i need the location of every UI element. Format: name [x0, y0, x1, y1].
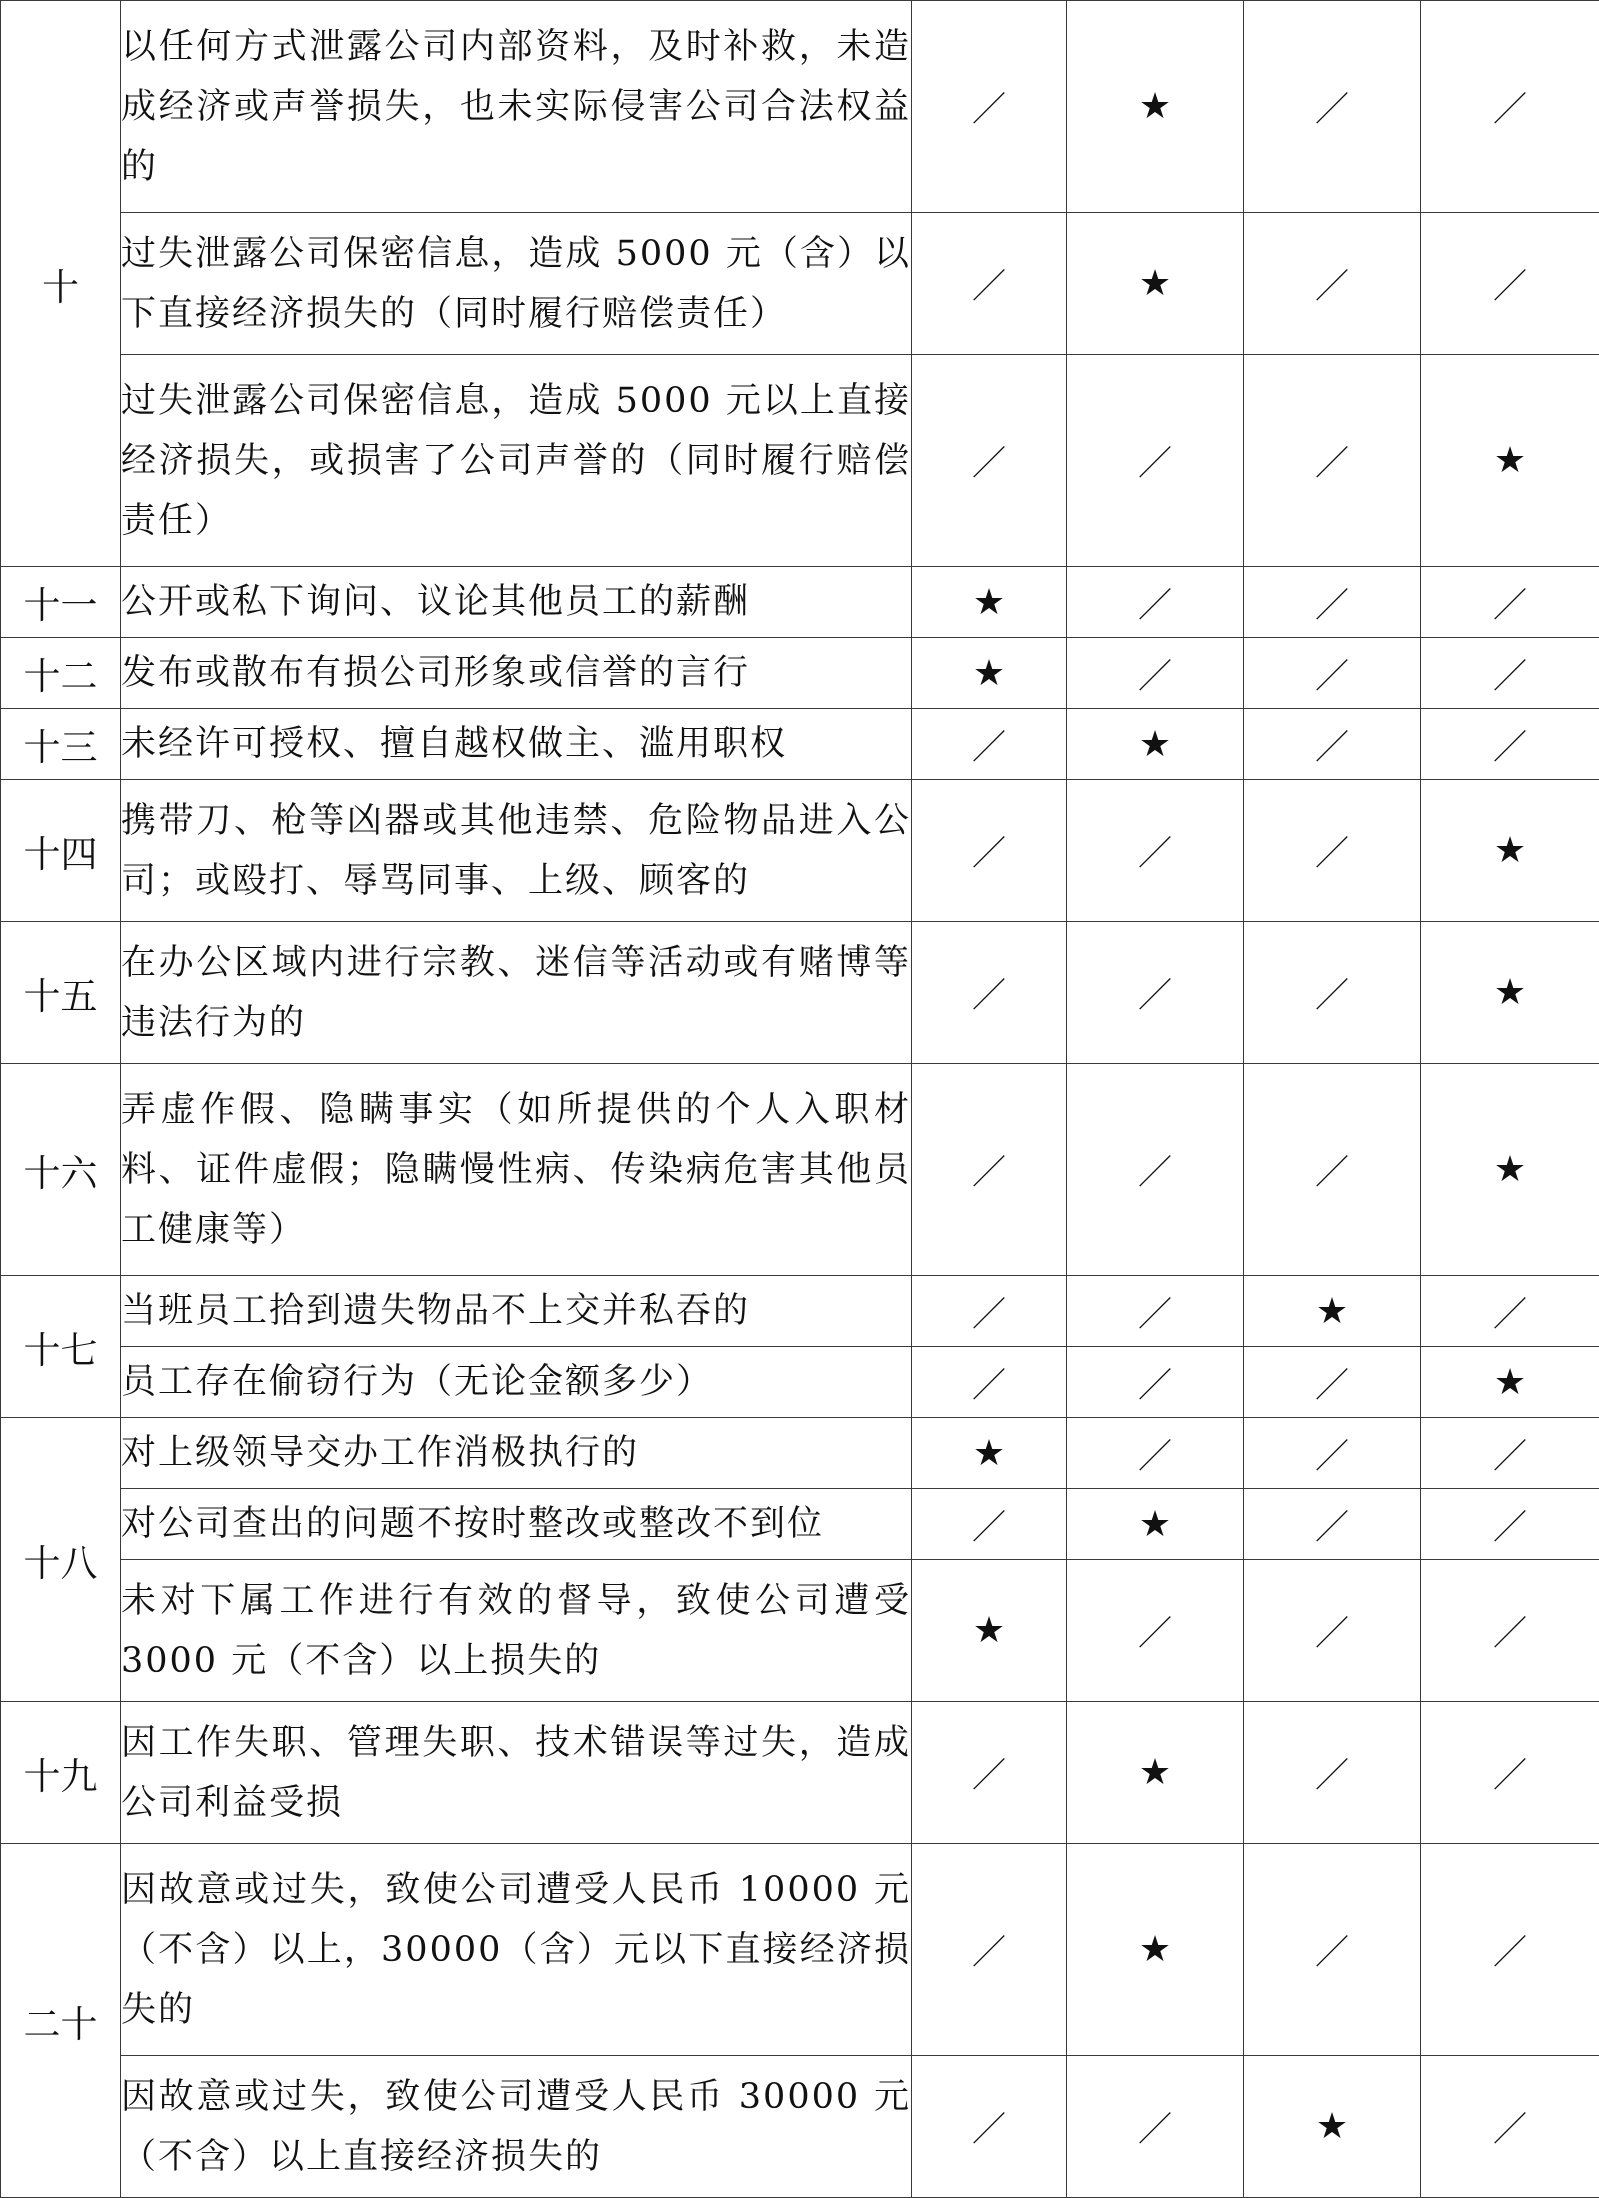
table-row — [1, 1702, 1599, 1844]
item-number: 十五 — [1, 922, 121, 1064]
item-number: 十四 — [1, 780, 121, 922]
table-row — [1, 213, 1599, 355]
level-1-mark: ／ — [912, 780, 1067, 922]
level-2-mark: ★ — [1067, 1844, 1244, 2056]
level-3-mark: ／ — [1244, 780, 1421, 922]
level-3-mark: ／ — [1244, 1489, 1421, 1560]
level-2-mark: ／ — [1067, 1347, 1244, 1418]
item-number: 十二 — [1, 638, 121, 709]
table-row — [1, 1418, 1599, 1489]
table-row — [1, 638, 1599, 709]
table-row — [1, 1347, 1599, 1418]
item-description: 因工作失职、管理失职、技术错误等过失，造成公司利益受损 — [121, 1702, 912, 1844]
item-description: 公开或私下询问、议论其他员工的薪酬 — [121, 567, 912, 638]
level-3-mark: ／ — [1244, 567, 1421, 638]
level-1-mark: ／ — [912, 213, 1067, 355]
item-description: 以任何方式泄露公司内部资料，及时补救，未造成经济或声誉损失，也未实际侵害公司合法权益的 — [121, 1, 912, 213]
table-row — [1, 1064, 1599, 1276]
item-description: 员工存在偷窃行为（无论金额多少） — [121, 1347, 912, 1418]
level-1-mark: ／ — [912, 355, 1067, 567]
table-row — [1, 709, 1599, 780]
table-row — [1, 1276, 1599, 1347]
level-3-mark: ★ — [1244, 2056, 1421, 2198]
level-2-mark: ★ — [1067, 1489, 1244, 1560]
level-3-mark: ／ — [1244, 1844, 1421, 2056]
level-4-mark: ／ — [1421, 2056, 1599, 2198]
table-row — [1, 1, 1599, 213]
item-description: 在办公区域内进行宗教、迷信等活动或有赌博等违法行为的 — [121, 922, 912, 1064]
level-4-mark: ／ — [1421, 1, 1599, 213]
level-3-mark: ／ — [1244, 213, 1421, 355]
item-number: 十九 — [1, 1702, 121, 1844]
table-row — [1, 2056, 1599, 2198]
table-row — [1, 1844, 1599, 2056]
level-1-mark: ／ — [912, 1, 1067, 213]
level-2-mark: ／ — [1067, 638, 1244, 709]
level-1-mark: ／ — [912, 1844, 1067, 2056]
level-3-mark: ／ — [1244, 709, 1421, 780]
level-4-mark: ／ — [1421, 1844, 1599, 2056]
level-2-mark: ／ — [1067, 1064, 1244, 1276]
level-1-mark: ★ — [912, 1560, 1067, 1702]
level-1-mark: ／ — [912, 1276, 1067, 1347]
item-number: 十一 — [1, 567, 121, 638]
level-1-mark: ／ — [912, 2056, 1067, 2198]
level-4-mark: ／ — [1421, 567, 1599, 638]
level-3-mark: ／ — [1244, 1418, 1421, 1489]
level-4-mark: ★ — [1421, 922, 1599, 1064]
level-1-mark: ／ — [912, 1064, 1067, 1276]
level-2-mark: ／ — [1067, 922, 1244, 1064]
level-1-mark: ／ — [912, 1702, 1067, 1844]
item-description: 过失泄露公司保密信息，造成 5000 元（含）以下直接经济损失的（同时履行赔偿责任） — [121, 213, 912, 355]
item-description: 对上级领导交办工作消极执行的 — [121, 1418, 912, 1489]
level-1-mark: ／ — [912, 709, 1067, 780]
item-number: 十六 — [1, 1064, 121, 1276]
level-3-mark: ／ — [1244, 1347, 1421, 1418]
level-1-mark: ／ — [912, 1489, 1067, 1560]
level-3-mark: ／ — [1244, 1, 1421, 213]
level-2-mark: ★ — [1067, 213, 1244, 355]
level-4-mark: ／ — [1421, 1276, 1599, 1347]
level-3-mark: ★ — [1244, 1276, 1421, 1347]
table-row — [1, 922, 1599, 1064]
item-description: 当班员工拾到遗失物品不上交并私吞的 — [121, 1276, 912, 1347]
item-description: 过失泄露公司保密信息，造成 5000 元以上直接经济损失，或损害了公司声誉的（同时履行赔偿责任） — [121, 355, 912, 567]
item-number: 十八 — [1, 1418, 121, 1702]
level-4-mark: ★ — [1421, 780, 1599, 922]
item-description: 因故意或过失，致使公司遭受人民币 10000 元（不含）以上，30000（含）元以下直接经济损失的 — [121, 1844, 912, 2056]
level-2-mark: ★ — [1067, 709, 1244, 780]
table-row — [1, 355, 1599, 567]
item-number: 十七 — [1, 1276, 121, 1418]
level-2-mark: ／ — [1067, 2056, 1244, 2198]
level-2-mark: ／ — [1067, 567, 1244, 638]
item-description: 发布或散布有损公司形象或信誉的言行 — [121, 638, 912, 709]
level-3-mark: ／ — [1244, 922, 1421, 1064]
level-4-mark: ★ — [1421, 355, 1599, 567]
level-1-mark: ★ — [912, 567, 1067, 638]
item-description: 未经许可授权、擅自越权做主、滥用职权 — [121, 709, 912, 780]
item-description: 携带刀、枪等凶器或其他违禁、危险物品进入公司；或殴打、辱骂同事、上级、顾客的 — [121, 780, 912, 922]
table-row — [1, 567, 1599, 638]
item-description: 因故意或过失，致使公司遭受人民币 30000 元（不含）以上直接经济损失的 — [121, 2056, 912, 2198]
level-1-mark: ★ — [912, 638, 1067, 709]
item-number: 二十 — [1, 1844, 121, 2198]
item-description: 未对下属工作进行有效的督导，致使公司遭受 3000 元（不含）以上损失的 — [121, 1560, 912, 1702]
item-number: 十三 — [1, 709, 121, 780]
table-row — [1, 1560, 1599, 1702]
level-3-mark: ／ — [1244, 1702, 1421, 1844]
level-3-mark: ／ — [1244, 1560, 1421, 1702]
item-number: 十 — [1, 1, 121, 567]
level-3-mark: ／ — [1244, 1064, 1421, 1276]
item-description: 对公司查出的问题不按时整改或整改不到位 — [121, 1489, 912, 1560]
level-4-mark: ／ — [1421, 213, 1599, 355]
level-3-mark: ／ — [1244, 638, 1421, 709]
level-2-mark: ／ — [1067, 1418, 1244, 1489]
level-2-mark: ／ — [1067, 780, 1244, 922]
level-4-mark: ／ — [1421, 709, 1599, 780]
level-3-mark: ／ — [1244, 355, 1421, 567]
level-2-mark: ★ — [1067, 1702, 1244, 1844]
level-4-mark: ／ — [1421, 1418, 1599, 1489]
level-2-mark: ★ — [1067, 1, 1244, 213]
level-4-mark: ★ — [1421, 1064, 1599, 1276]
level-4-mark: ★ — [1421, 1347, 1599, 1418]
level-4-mark: ／ — [1421, 1560, 1599, 1702]
item-description: 弄虚作假、隐瞒事实（如所提供的个人入职材料、证件虚假；隐瞒慢性病、传染病危害其他员工健康等） — [121, 1064, 912, 1276]
level-1-mark: ／ — [912, 1347, 1067, 1418]
level-4-mark: ／ — [1421, 1702, 1599, 1844]
level-1-mark: ★ — [912, 1418, 1067, 1489]
level-2-mark: ／ — [1067, 1276, 1244, 1347]
table-row — [1, 780, 1599, 922]
level-2-mark: ／ — [1067, 1560, 1244, 1702]
level-4-mark: ／ — [1421, 638, 1599, 709]
table-row — [1, 1489, 1599, 1560]
level-2-mark: ／ — [1067, 355, 1244, 567]
level-1-mark: ／ — [912, 922, 1067, 1064]
level-4-mark: ／ — [1421, 1489, 1599, 1560]
